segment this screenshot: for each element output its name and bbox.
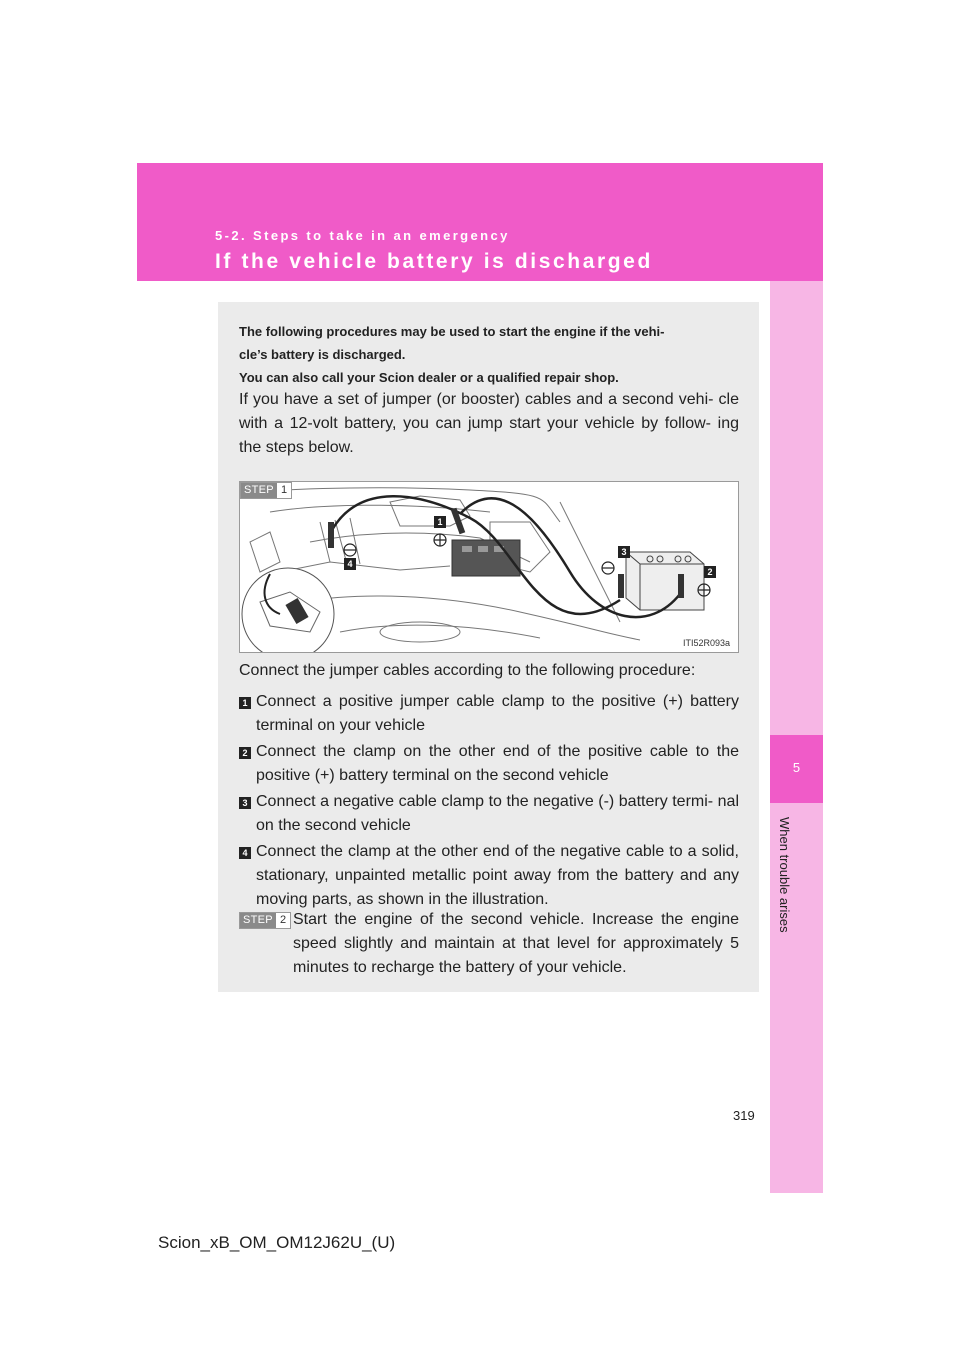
step-number-icon: 2 (239, 747, 251, 759)
intro-text (239, 320, 739, 389)
step-number-icon: 1 (239, 697, 251, 709)
clamp-4 (328, 522, 334, 548)
callout-1: 1 (434, 516, 446, 528)
intro-line-2: cle’s battery is discharged. (239, 347, 406, 362)
booster-battery-drawing (626, 552, 704, 610)
step-1-badge (240, 482, 292, 499)
list-item (239, 840, 739, 912)
step-2-badge-number: 2 (276, 913, 290, 928)
step-1-badge-word: STEP (241, 483, 277, 498)
ground-point-inset (242, 568, 334, 652)
callout-2: 2 (704, 566, 716, 578)
callout-4: 4 (344, 558, 356, 570)
section-label: 5-2. Steps to take in an emergency (215, 228, 510, 243)
step-text: Connect a negative cable clamp to the negative (-) battery termi- nal on the second vehicle (256, 793, 739, 834)
connection-steps (239, 690, 739, 914)
intro-line-3: You can also call your Scion dealer or a qualified repair shop. (239, 370, 619, 385)
lead-paragraph: If you have a set of jumper (or booster) cables and a second vehi- cle with a 12-volt battery, you can jump start your vehicle by follow- ing the steps below. (239, 391, 739, 456)
chapter-number: 5 (792, 760, 801, 775)
footer-document-id: Scion_xB_OM_OM12J62U_(U) (158, 1233, 396, 1252)
engine-bay-drawing (240, 482, 738, 652)
page-number: 319 (733, 1108, 755, 1123)
step-2-badge-word: STEP (240, 913, 276, 928)
connect-intro: Connect the jumper cables according to the following procedure: (239, 662, 696, 679)
callout-3: 3 (618, 546, 630, 558)
step-number-icon: 3 (239, 797, 251, 809)
chapter-title: When trouble arises (777, 817, 792, 933)
clamp-3 (618, 574, 624, 598)
step-text: Connect a positive jumper cable clamp to the positive (+) battery terminal on your vehicle (256, 693, 739, 734)
step-2-badge (239, 912, 291, 929)
step-1-badge-number: 1 (277, 483, 291, 498)
intro-line-1: The following procedures may be used to start the engine if the vehi- (239, 324, 665, 339)
figure-code: ITI52R093a (682, 638, 730, 648)
jump-start-illustration (239, 481, 739, 653)
clamp-2 (678, 574, 684, 598)
list-item (239, 790, 739, 838)
step-text: Connect the clamp at the other end of the negative cable to a solid, stationary, unpainted metallic point away from the battery and any moving parts, as shown in the illustration. (256, 843, 739, 908)
step-number-icon: 4 (239, 847, 251, 859)
list-item (239, 740, 739, 788)
step-2 (239, 908, 739, 980)
list-item (239, 690, 739, 738)
step-2-text: Start the engine of the second vehicle. Increase the engine speed slightly and maintain at that level for approximately 5 minutes to recharge the battery of your vehicle. (293, 911, 739, 976)
step-text: Connect the clamp on the other end of the positive cable to the positive (+) battery terminal on the second vehicle (256, 743, 739, 784)
page-title: If the vehicle battery is discharged (215, 250, 653, 273)
